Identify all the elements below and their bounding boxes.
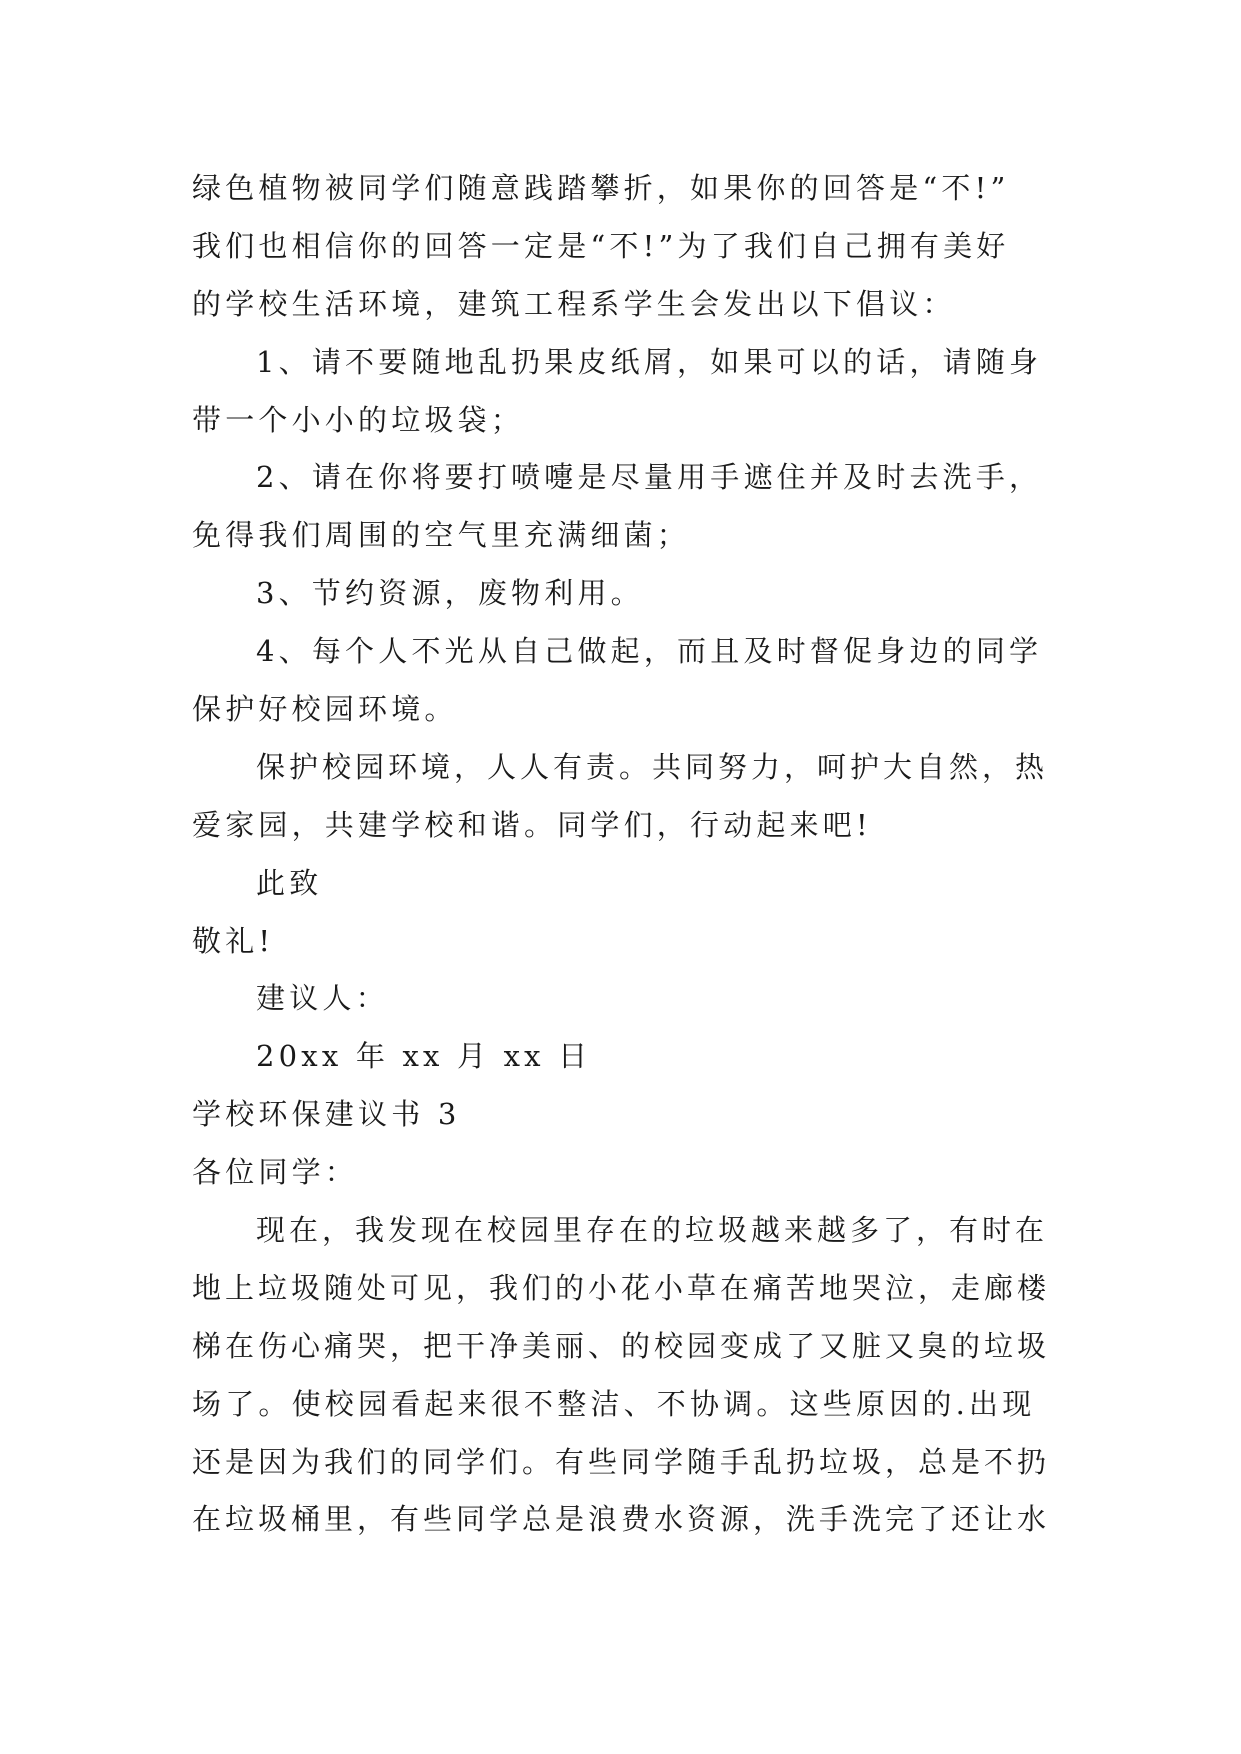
- text-line: 学校环保建议书 3: [192, 1097, 461, 1132]
- text-line: 爱家园，共建学校和谐。同学们，行动起来吧!: [192, 807, 872, 842]
- text-line: 此致: [256, 865, 323, 900]
- text-line: 我们也相信你的回答一定是“不!”为了我们自己拥有美好: [192, 228, 1010, 263]
- document-body: [192, 160, 1052, 1549]
- text-line: 的学校生活环境，建筑工程系学生会发出以下倡议：: [192, 286, 956, 321]
- text-line: 敬礼!: [192, 923, 275, 958]
- text-line: 保护校园环境，人人有责。共同努力，呵护大自然，热: [256, 749, 1049, 784]
- text-line: 现在，我发现在校园里存在的垃圾越来越多了，有时在: [256, 1213, 1049, 1248]
- text-line: 还是因为我们的同学们。有些同学随手乱扔垃圾，总是不扔: [192, 1444, 1051, 1479]
- text-line: 建议人：: [256, 981, 389, 1016]
- text-line: 场了。使校园看起来很不整洁、不协调。这些原因的.出现: [192, 1386, 1036, 1421]
- text-line: 免得我们周围的空气里充满细菌；: [192, 518, 691, 553]
- text-line: 梯在伤心痛哭，把干净美丽、的校园变成了又脏又臭的垃圾: [192, 1328, 1051, 1363]
- text-line: 20xx 年 xx 月 xx 日: [256, 1039, 592, 1074]
- text-line: 地上垃圾随处可见，我们的小花小草在痛苦地哭泣，走廊楼: [192, 1270, 1051, 1305]
- text-line: 保护好校园环境。: [192, 692, 458, 727]
- text-line: 1、请不要随地乱扔果皮纸屑，如果可以的话，请随身: [256, 344, 1043, 379]
- text-line: 3、节约资源，废物利用。: [256, 576, 644, 611]
- text-line: 4、每个人不光从自己做起，而且及时督促身边的同学: [256, 634, 1043, 669]
- text-line: 带一个小小的垃圾袋；: [192, 402, 525, 437]
- text-line: 2、请在你将要打喷嚏是尽量用手遮住并及时去洗手，: [256, 460, 1043, 495]
- text-line: 各位同学：: [192, 1155, 359, 1190]
- text-line: 绿色植物被同学们随意践踏攀折，如果你的回答是“不!”: [192, 171, 1010, 205]
- text-line: 在垃圾桶里，有些同学总是浪费水资源，洗手洗完了还让水: [192, 1502, 1051, 1537]
